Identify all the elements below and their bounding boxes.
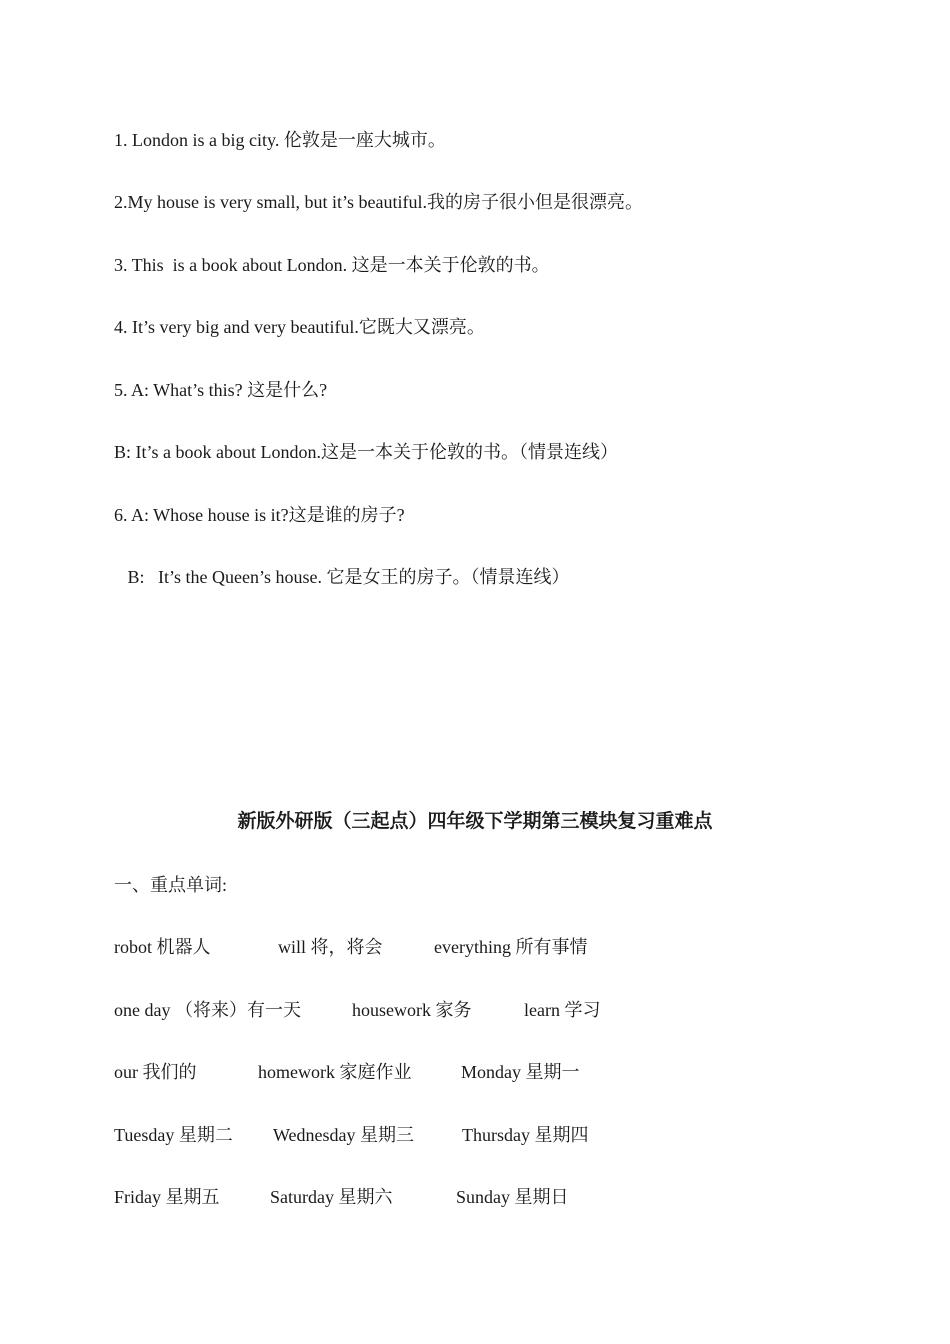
vocab-item: Saturday 星期六 xyxy=(270,1187,393,1207)
sentence-5-answer: B: It’s a book about London.这是一本关于伦敦的书。（情景连线） xyxy=(114,442,618,462)
vocab-row-4 xyxy=(0,1123,950,1147)
vocab-row-5 xyxy=(0,1185,950,1209)
section-heading: 一、重点单词: xyxy=(114,875,228,895)
vocab-row-1 xyxy=(0,935,950,959)
vocab-item: robot 机器人 xyxy=(114,937,211,957)
sentence-6-answer: B: It’s the Queen’s house. 它是女王的房子。（情景连线） xyxy=(114,567,570,587)
vocab-item: one day （将来）有一天 xyxy=(114,1000,301,1020)
vocab-item: Thursday 星期四 xyxy=(462,1125,589,1145)
sentence-1: 1. London is a big city. 伦敦是一座大城市。 xyxy=(114,130,446,150)
vocab-item: learn 学习 xyxy=(524,1000,601,1020)
vocab-row-3 xyxy=(0,1060,950,1084)
sentence-3: 3. This is a book about London. 这是一本关于伦敦的书。 xyxy=(114,255,550,275)
vocab-item: housework 家务 xyxy=(352,1000,472,1020)
sentence-4: 4. It’s very big and very beautiful.它既大又漂亮。 xyxy=(114,317,485,337)
sentence-5-question: 5. A: What’s this? 这是什么? xyxy=(114,380,328,400)
vocab-item: Friday 星期五 xyxy=(114,1187,220,1207)
vocab-item: Sunday 星期日 xyxy=(456,1187,569,1207)
vocab-item: our 我们的 xyxy=(114,1062,197,1082)
vocab-item: Tuesday 星期二 xyxy=(114,1125,233,1145)
vocab-item: Wednesday 星期三 xyxy=(273,1125,415,1145)
vocab-item: Monday 星期一 xyxy=(461,1062,580,1082)
vocab-item: homework 家庭作业 xyxy=(258,1062,412,1082)
sentence-6-question: 6. A: Whose house is it?这是谁的房子? xyxy=(114,505,405,525)
vocab-item: everything 所有事情 xyxy=(434,937,588,957)
page-title: 新版外研版（三起点）四年级下学期第三模块复习重难点 xyxy=(237,810,713,832)
vocab-item: will 将，将会 xyxy=(278,937,383,957)
sentence-2: 2.My house is very small, but it’s beautiful.我的房子很小但是很漂亮。 xyxy=(114,192,643,212)
vocab-row-2 xyxy=(0,998,950,1022)
